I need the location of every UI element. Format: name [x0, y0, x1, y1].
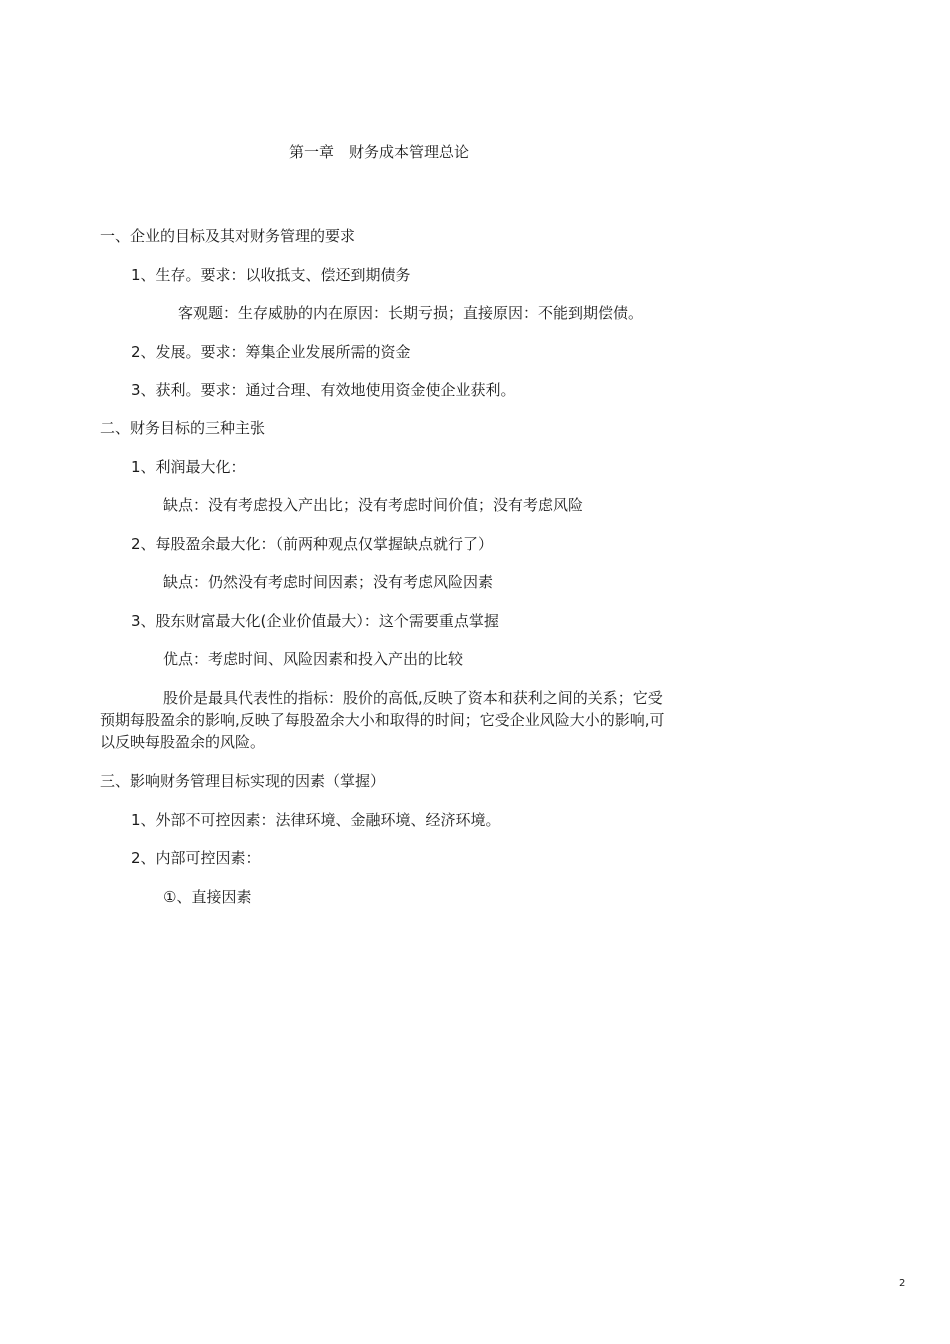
section-heading-1: 一、企业的目标及其对财务管理的要求: [100, 227, 356, 245]
list-item: ①、直接因素: [163, 888, 252, 906]
body-paragraph: 股价是最具代表性的指标：股价的高低,反映了资本和获利之间的关系；它受预期每股盈余的影响,反映了每股盈余大小和取得的时间；它受企业风险大小的影响,可以反映每股盈余的风险。: [100, 689, 665, 751]
list-item: 2、每股盈余最大化：（前两种观点仅掌握缺点就行了）: [131, 535, 494, 553]
list-item: 缺点：仍然没有考虑时间因素；没有考虑风险因素: [163, 573, 494, 591]
list-item: 客观题：生存威胁的内在原因：长期亏损；直接原因：不能到期偿债。: [178, 304, 644, 322]
page-number: 2: [899, 1278, 906, 1289]
list-item: 1、外部不可控因素：法律环境、金融环境、经济环境。: [131, 811, 501, 829]
list-item: 缺点：没有考虑投入产出比；没有考虑时间价值；没有考虑风险: [163, 496, 584, 514]
list-item: 优点：考虑时间、风险因素和投入产出的比较: [163, 650, 464, 668]
list-item: 2、发展。要求：筹集企业发展所需的资金: [131, 343, 411, 361]
list-item: 1、生存。要求：以收抵支、偿还到期债务: [131, 266, 411, 284]
list-item: 3、获利。要求：通过合理、有效地使用资金使企业获利。: [131, 381, 516, 399]
list-item: 1、利润最大化：: [131, 458, 246, 476]
section-heading-2: 二、财务目标的三种主张: [100, 419, 266, 437]
list-item: 2、内部可控因素：: [131, 849, 261, 867]
list-item: 3、股东财富最大化(企业价值最大）：这个需要重点掌握: [131, 612, 499, 630]
section-heading-3: 三、影响财务管理目标实现的因素（掌握）: [100, 772, 386, 790]
chapter-title: 第一章 财务成本管理总论: [289, 143, 470, 161]
